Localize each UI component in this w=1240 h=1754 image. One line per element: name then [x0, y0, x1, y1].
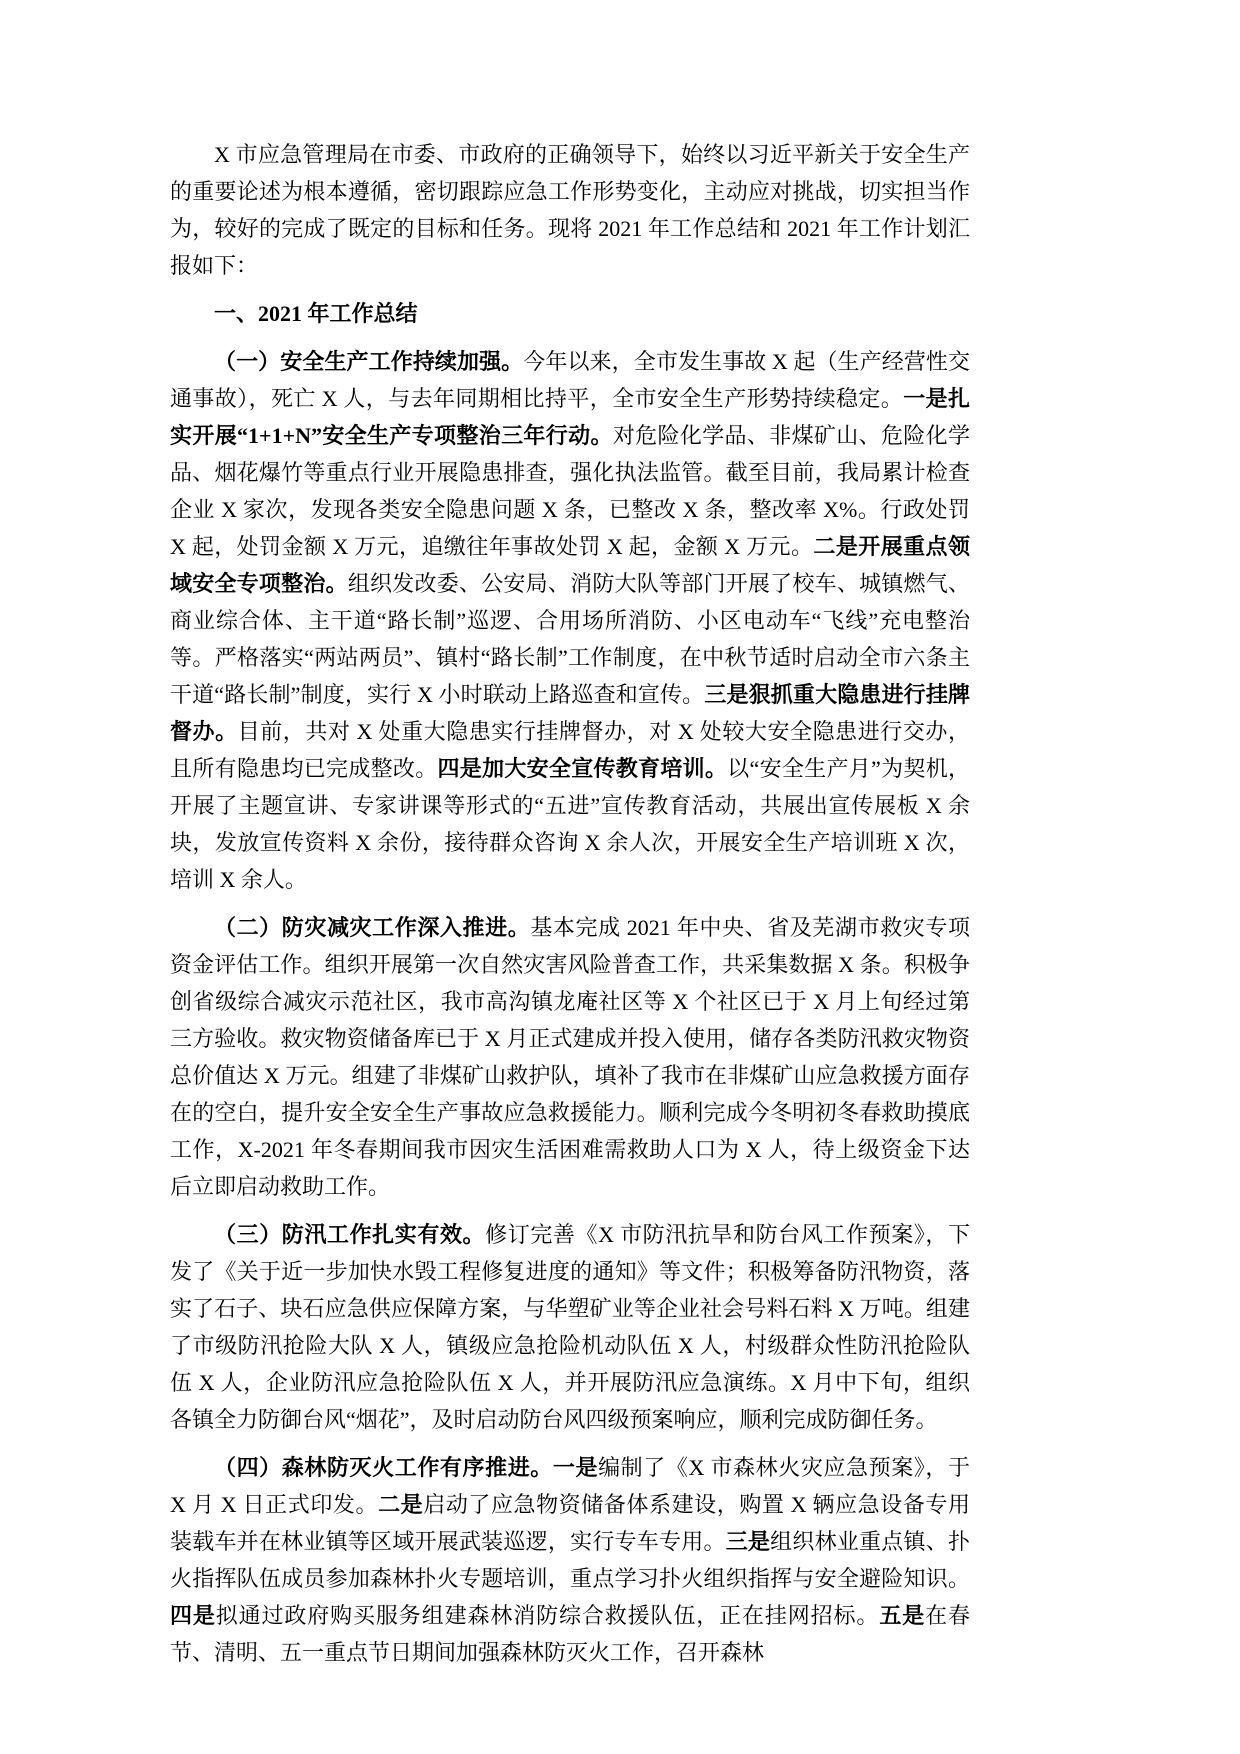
text-run: 对危险化学品、非煤矿山、危险化学品、烟花爆竹等重点行业开展隐患排查，强化执法监管。截至目前，我局累计检查企业 X 家次，发现各类安全隐患问题 X 条，已整改 X 条，整改率 X%。行政处罚 X 起，处罚金额 X 万元，追缴往年事故处罚 X 起，金额 X 万元。: [170, 423, 970, 559]
bold-text-run: 一是: [552, 1455, 599, 1480]
text-run: 今年以来，全市发生事故 X 起（生产经营性交通事故），死亡 X 人，与去年同期相比持平，全市安全生产形势持续稳定。: [170, 349, 970, 411]
paragraph-safety-production: [170, 343, 970, 898]
paragraph-disaster-prevention: [170, 909, 970, 1205]
text-run: 编制了《X 市森林火灾应急预案》，于 X 月 X 日正式印发。: [170, 1455, 970, 1517]
bold-text-run: 二是: [378, 1492, 424, 1517]
document-body: [170, 136, 970, 1682]
bold-text-run: （一）安全生产工作持续加强。: [214, 349, 524, 374]
text-run: X 市应急管理局在市委、市政府的正确领导下，始终以习近平新关于安全生产的重要论述为根本遵循，密切跟踪应急工作形势变化，主动应对挑战，切实担当作为，较好的完成了既定的目标和任务。现将 2021 年工作总结和 2021 年工作计划汇报如下：: [170, 142, 970, 278]
text-run: 基本完成 2021 年中央、省及芜湖市救灾专项资金评估工作。组织开展第一次自然灾害风险普查工作，共采集数据 X 条。积极争创省级综合减灾示范社区，我市高沟镇龙庵社区等 X 个社区已于 X 月上旬经过第三方验收。救灾物资储备库已于 X 月正式建成并投入使用，储存各类防汛救灾物资总价值达 X 万元。组建了非煤矿山救护队，填补了我市在非煤矿山应急救援方面存在的空白，提升安全安全生产事故应急救援能力。顺利完成今冬明初冬春救助摸底工作，X-2021 年冬春期间我市因灾生活困难需救助人口为 X 人，待上级资金下达后立即启动救助工作。: [170, 915, 970, 1199]
text-run: 组织发改委、公安局、消防大队等部门开展了校车、城镇燃气、商业综合体、主干道“路长制”巡逻、合用场所消防、小区电动车“飞线”充电整治等。严格落实“两站两员”、镇村“路长制”工作制度，在中秋节适时启动全市六条主干道“路长制”制度，实行 X 小时联动上路巡查和宣传。: [170, 571, 970, 707]
text-run: 在春节、清明、五一重点节日期间加强森林防灭火工作，召开森林: [170, 1603, 970, 1665]
section-heading-work-summary: [170, 295, 970, 332]
paragraph-forest-fire: [170, 1449, 970, 1671]
text-run: 以“安全生产月”为契机，开展了主题宣讲、专家讲课等形式的“五进”宣传教育活动，共展出宣传展板 X 余块，发放宣传资料 X 余份，接待群众咨询 X 余人次，开展安全生产培训班 X 次，培训 X 余人。: [170, 756, 970, 892]
bold-text-run: （四）森林防灭火工作有序推进。: [214, 1455, 553, 1480]
bold-text-run: 五是: [879, 1603, 926, 1628]
text-run: 修订完善《X 市防汛抗旱和防台风工作预案》，下发了《关于近一步加快水毁工程修复进度的通知》等文件；积极筹备防汛物资，落实了石子、块石应急供应保障方案，与华塑矿业等企业社会号料石料 X 万吨。组建了市级防汛抢险大队 X 人，镇级应急抢险机动队伍 X 人，村级群众性防汛抢险队伍 X 人，企业防汛应急抢险队伍 X 人，并开展防汛应急演练。X 月中下旬，组织各镇全力防御台风“烟花”，及时启动防台风四级预案响应，顺利完成防御任务。: [170, 1222, 970, 1432]
bold-text-run: 四是: [170, 1603, 216, 1628]
bold-text-run: 三是狠抓重大隐患进行挂牌督办。: [170, 682, 970, 744]
text-run: 启动了应急物资储备体系建设，购置 X 辆应急设备专用装载车并在林业镇等区域开展武装巡逻，实行专车专用。: [170, 1492, 970, 1554]
bold-text-run: （二）防灾减灾工作深入推进。: [214, 915, 531, 940]
text-run: 拟通过政府购买服务组建森林消防综合救援队伍，正在挂网招标。: [215, 1603, 880, 1628]
bold-text-run: 三是: [725, 1529, 771, 1554]
bold-text-run: 一、2021 年工作总结: [214, 301, 418, 326]
paragraph-flood-control: [170, 1216, 970, 1438]
bold-text-run: 四是加大安全宣传教育培训。: [437, 756, 728, 781]
bold-text-run: （三）防汛工作扎实有效。: [214, 1222, 486, 1247]
bold-text-run: 二是开展重点领域安全专项整治。: [170, 534, 970, 596]
bold-text-run: 一是扎实开展“1+1+N”安全生产专项整治三年行动。: [170, 386, 970, 448]
text-run: 组织林业重点镇、扑火指挥队伍成员参加森林扑火专题培训，重点学习扑火组织指挥与安全避险知识。: [170, 1529, 970, 1591]
intro-paragraph: [170, 136, 970, 284]
text-run: 目前，共对 X 处重大隐患实行挂牌督办，对 X 处较大安全隐患进行交办，且所有隐患均已完成整改。: [170, 719, 970, 781]
